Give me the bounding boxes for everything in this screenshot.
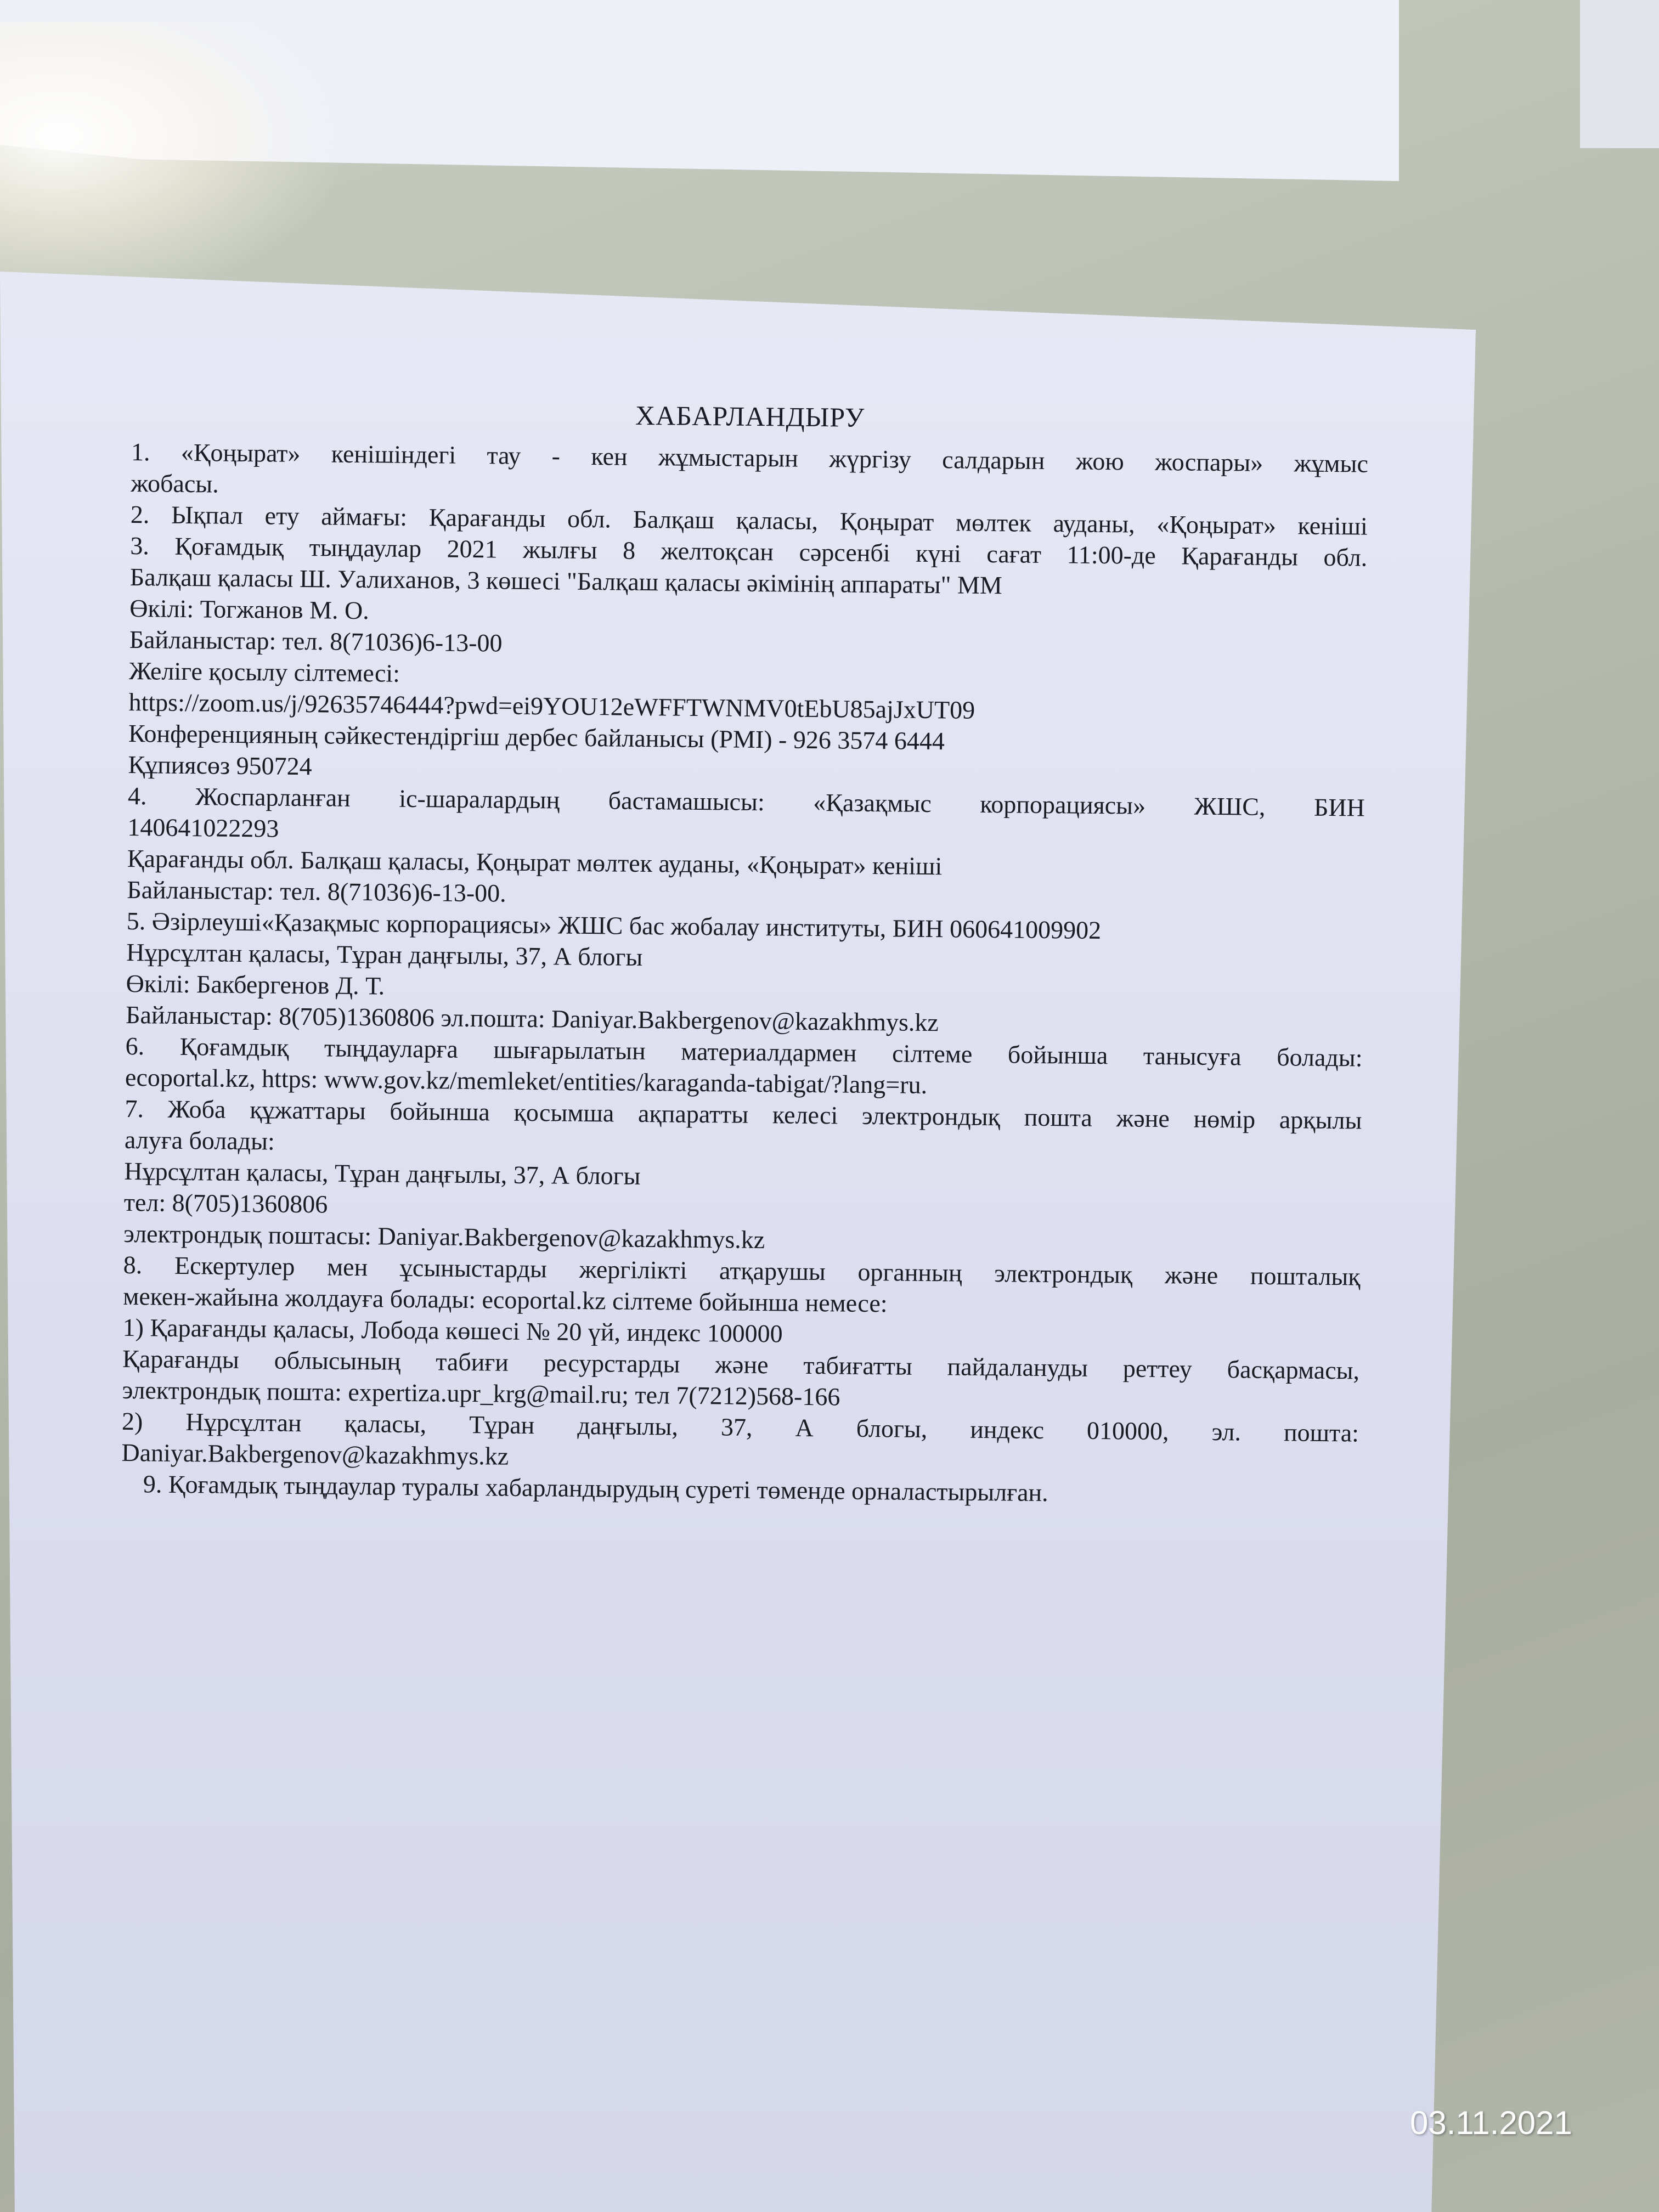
top-right-paper-sheet (1580, 0, 1659, 148)
notice-line-28: мекен-жайына жолдауға болады: ecoportal.kz сілтеме бойынша немесе: (122, 1282, 888, 1318)
notice-line-6: Өкілі: Тогжанов М. О. (129, 594, 370, 625)
notice-line-7: Байланыстар: тел. 8(71036)6-13-00 (129, 625, 503, 657)
notice-line-34: 9. Қоғамдық тыңдаулар туралы хабарландырудың суреті төменде орналастырылған. (143, 1470, 1048, 1507)
notice-line-10: Конференцияның сәйкестендіргіш дербес байланысы (PMI) - 926 3574 6444 (128, 719, 945, 755)
top-paper-sheet (0, 0, 1399, 181)
notice-line-8: Желіге қосылу сілтемесі: (128, 656, 400, 687)
notice-line-21: ecoportal.kz, https: www.gov.kz/memleket/entities/karaganda-tabigat/?lang=ru. (125, 1063, 928, 1099)
notice-line-5: Балқаш қаласы Ш. Уалиханов, 3 көшесі "Балқаш қаласы әкімінің аппараты" ММ (129, 562, 1003, 600)
notice-line-3: 2. Ықпал ету аймағы: Қарағанды обл. Балқаш қаласы, Қоңырат мөлтек ауданы, «Қоңырат» кеніші (130, 500, 1368, 540)
notice-line-13: 140641022293 (127, 812, 279, 843)
notice-line-30: Қарағанды облысының табиғи ресурстарды және табиғатты пайдалануды реттеу басқармасы, (122, 1344, 1360, 1385)
notice-line-23: алуға болады: (124, 1125, 275, 1155)
notice-line-14: Қарағанды обл. Балқаш қаласы, Қоңырат мөлтек ауданы, «Қоңырат» кеніші (127, 844, 943, 881)
notice-line-4: 3. Қоғамдық тыңдаулар 2021 жылғы 8 желтоқсан сәрсенбі күні сағат 11:00-де Қарағанды обл. (130, 531, 1368, 572)
notice-line-33: Daniyar.Bakbergenov@kazakhmys.kz (121, 1438, 509, 1470)
notice-line-25: тел: 8(705)1360806 (123, 1188, 328, 1218)
notice-line-32: 2) Нұрсұлтан қаласы, Тұран даңғылы, 37, А блогы, индекс 010000, эл. пошта: (121, 1407, 1359, 1447)
notice-title: ХАБАРЛАНДЫРУ (635, 399, 865, 433)
date-stamp: 03.11.2021 (1410, 2104, 1572, 2141)
notice-line-18: Өкілі: Бакбергенов Д. Т. (126, 969, 385, 1000)
notice-line-29: 1) Қарағанды қаласы, Лобода көшесі № 20 үй, индекс 100000 (122, 1313, 783, 1348)
notice-line-31: электрондық пошта: expertiza.upr_krg@mail.ru; тел 7(7212)568-166 (122, 1375, 840, 1411)
notice-line-17: Нұрсұлтан қаласы, Тұран даңғылы, 37, А блогы (126, 938, 643, 971)
notice-line-19: Байланыстар: 8(705)1360806 эл.пошта: Daniyar.Bakbergenov@kazakhmys.kz (125, 1000, 939, 1037)
notice-line-16: 5. Әзірлеуші«Қазақмыс корпорациясы» ЖШС бас жобалау институты, БИН 060641009902 (126, 906, 1102, 945)
zoom-link[interactable]: https://zoom.us/j/92635746444?pwd=ei9YOU12eWFFTWNMV0tEbU85ajJxUT09 (128, 687, 975, 724)
notice-line-26: электрондық поштасы: Daniyar.Bakbergenov@kazakhmys.kz (123, 1219, 765, 1254)
notice-text (121, 395, 1369, 1511)
notice-line-2: жобасы. (131, 469, 219, 498)
notice-line-12: 4. Жоспарланған іс-шаралардың бастамашысы: «Қазақмыс корпорациясы» ЖШС, БИН (127, 781, 1365, 822)
notice-line-20: 6. Қоғамдық тыңдауларға шығарылатын материалдармен сілтеме бойынша танысуға болады: (125, 1031, 1363, 1072)
notice-line-27: 8. Ескертулер мен ұсыныстарды жергілікті атқарушы органның электрондық және пошталық (123, 1250, 1361, 1291)
notice-line-24: Нұрсұлтан қаласы, Тұран даңғылы, 37, А блогы (124, 1156, 641, 1190)
notice-line-11: Құпиясөз 950724 (128, 750, 312, 781)
notice-line-22: 7. Жоба құжаттары бойынша қосымша ақпаратты келесі электрондық пошта және нөмір арқылы (125, 1094, 1362, 1135)
notice-line-15: Байланыстар: тел. 8(71036)6-13-00. (127, 875, 506, 907)
notice-line-1: 1. «Қоңырат» кенішіндегі тау - кен жұмыстарын жүргізу салдарын жою жоспары» жұмыс (131, 437, 1369, 478)
